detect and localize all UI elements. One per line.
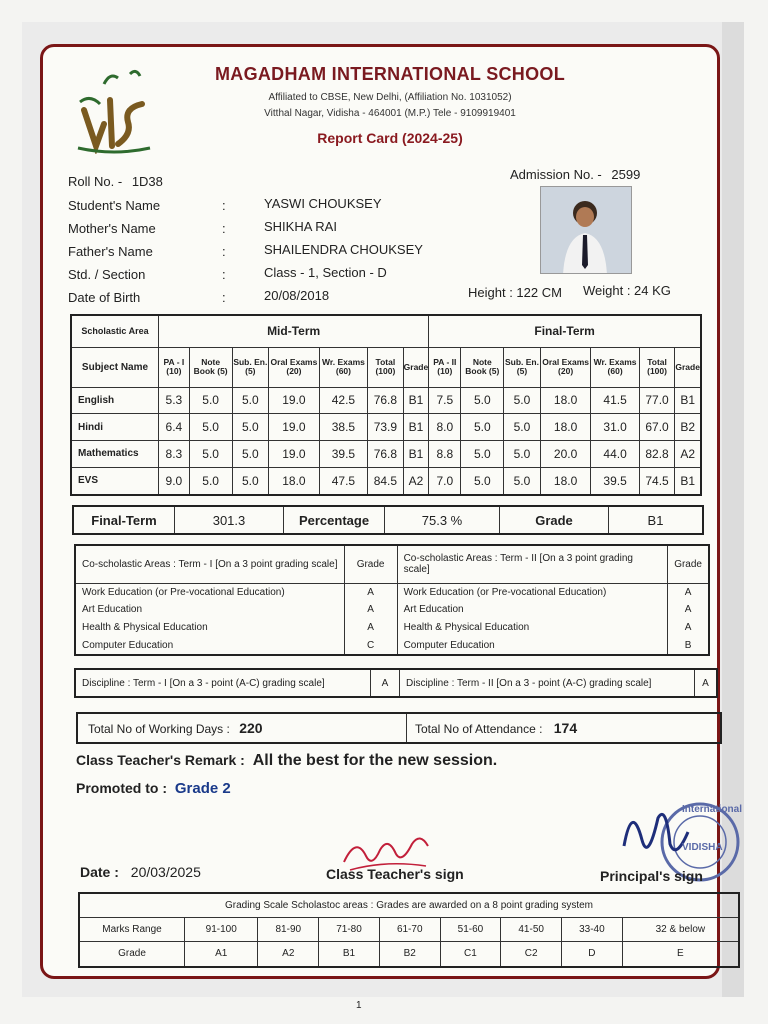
roll-value: 1D38 (131, 174, 163, 189)
area-name: Computer Education (75, 636, 344, 655)
grading-scale-table (78, 892, 740, 968)
mark-cell: 5.0 (504, 414, 541, 441)
mark-cell: 67.0 (639, 414, 675, 441)
discipline-term1-grade: A (371, 669, 400, 697)
mark-cell: 18.0 (540, 387, 591, 414)
range-cell: 91-100 (185, 917, 258, 941)
mark-cell: 39.5 (591, 467, 639, 495)
area-name: Work Education (or Pre-vocational Education) (75, 583, 344, 601)
affiliation-text: Affiliated to CBSE, New Delhi, (Affiliation No. 1031052) (268, 92, 512, 103)
mark-cell: 18.0 (269, 467, 320, 495)
term1-header: Co-scholastic Areas : Term - I [On a 3 point grading scale] (75, 545, 344, 583)
mother-name-row (68, 221, 156, 236)
admission-number (510, 167, 640, 182)
area-name: Art Education (75, 601, 344, 618)
scale-grade-cell: A1 (185, 941, 258, 967)
promoted-value: Grade 2 (174, 780, 231, 797)
student-photo (540, 186, 632, 274)
roll-number (68, 174, 163, 189)
mark-cell: 5.0 (189, 414, 232, 441)
school-logo-icon (70, 64, 156, 154)
school-name: MAGADHAM INTERNATIONAL SCHOOL (214, 64, 565, 84)
col-header: Wr. Exams (60) (319, 347, 367, 387)
col-header: Total (100) (368, 347, 404, 387)
mark-cell: 74.5 (639, 467, 675, 495)
grade-cell: A2 (403, 467, 429, 495)
attendance-row (77, 713, 721, 743)
grade-cell: B1 (675, 467, 701, 495)
grade-header: Grade (668, 545, 709, 583)
father-name-value: SHAILENDRA CHOUKSEY (264, 242, 423, 257)
col-header: Oral Exams (20) (269, 347, 320, 387)
area-grade: A (344, 619, 397, 636)
weight-text: Weight : 24 KG (583, 283, 671, 298)
teacher-remark-label: Class Teacher's Remark : (76, 752, 245, 768)
attendance-table (76, 712, 722, 744)
info-colon: : (222, 198, 226, 213)
col-header: Grade (675, 347, 701, 387)
teacher-remark (76, 752, 497, 770)
mark-cell: 5.0 (504, 387, 541, 414)
mark-cell: 6.4 (159, 414, 190, 441)
range-cell: 32 & below (622, 917, 739, 941)
grade-header: Grade (344, 545, 397, 583)
discipline-term2-grade: A (695, 669, 718, 697)
date-block (80, 864, 201, 880)
report-card-title: Report Card (2024-25) (317, 130, 463, 146)
mother-name-value: SHIKHA RAI (264, 219, 337, 234)
col-header: PA - II (10) (429, 347, 461, 387)
mark-cell: 41.5 (591, 387, 639, 414)
grading-title: Grading Scale Scholastoc areas : Grades are awarded on a 8 point grading system (79, 893, 739, 917)
date-label: Date : (80, 864, 119, 880)
mark-cell: 19.0 (269, 387, 320, 414)
mark-cell: 44.0 (591, 441, 639, 468)
principal-sign-label: Principal's sign (600, 868, 703, 884)
percentage-value: 75.3 % (385, 506, 500, 534)
info-label: Father's Name (68, 244, 153, 259)
section-value: Class - 1, Section - D (264, 265, 387, 280)
range-cell: 41-50 (501, 917, 562, 941)
height-text: Height : 122 CM (468, 285, 562, 300)
admission-value: 2599 (611, 167, 641, 182)
col-header: Wr. Exams (60) (591, 347, 639, 387)
final-term-header: Final-Term (429, 315, 701, 347)
final-term-label: Final-Term (73, 506, 175, 534)
working-days-label: Total No of Working Days : (88, 722, 230, 736)
mark-cell: 5.0 (461, 441, 504, 468)
mark-cell: 8.0 (429, 414, 461, 441)
subject-name: English (71, 387, 159, 414)
date-value: 20/03/2025 (130, 864, 201, 880)
mark-cell: 18.0 (540, 414, 591, 441)
mark-cell: 5.3 (159, 387, 190, 414)
area-name: Work Education (or Pre-vocational Education) (397, 583, 668, 601)
teacher-remark-value: All the best for the new session. (252, 752, 498, 769)
attendance-cell (407, 713, 722, 743)
mark-cell: 19.0 (269, 441, 320, 468)
stamp-top-text: International (682, 804, 743, 815)
coscholastic-row (75, 636, 709, 655)
mark-cell: 5.0 (232, 387, 269, 414)
attendance-label: Total No of Attendance : (415, 722, 543, 736)
promoted-to (76, 780, 231, 797)
student-name-row (68, 198, 160, 213)
mark-cell: 82.8 (639, 441, 675, 468)
grade-label: Grade (500, 506, 609, 534)
discipline-table (74, 668, 718, 698)
discipline-term2-label: Discipline : Term - II [On a 3 - point (A-C) grading scale] (400, 669, 695, 697)
area-grade: A (344, 601, 397, 618)
range-cell: 81-90 (258, 917, 319, 941)
mark-cell: 73.9 (368, 414, 404, 441)
scale-grade-cell: D (562, 941, 623, 967)
summary-row (73, 506, 703, 534)
mark-cell: 42.5 (319, 387, 367, 414)
mid-term-header: Mid-Term (159, 315, 429, 347)
area-grade: A (668, 583, 709, 601)
discipline-row (75, 669, 717, 697)
range-cell: 33-40 (562, 917, 623, 941)
col-header: Total (100) (639, 347, 675, 387)
discipline-term1-label: Discipline : Term - I [On a 3 - point (A-C) grading scale] (75, 669, 371, 697)
mark-cell: 84.5 (368, 467, 404, 495)
coscholastic-header-row (75, 545, 709, 583)
student-name-value: YASWI CHOUKSEY (264, 196, 382, 211)
grade-cell: B2 (675, 414, 701, 441)
address-text: Vitthal Nagar, Vidisha - 464001 (M.P.) Tele - 9109919401 (264, 108, 516, 119)
info-label: Mother's Name (68, 221, 156, 236)
coscholastic-row (75, 619, 709, 636)
subject-name: Mathematics (71, 441, 159, 468)
term2-header: Co-scholastic Areas : Term - II [On a 3 point grading scale] (397, 545, 668, 583)
grade-row-label: Grade (79, 941, 185, 967)
grade-cell: B1 (403, 387, 429, 414)
area-grade: A (344, 583, 397, 601)
marks-column-header-row (71, 347, 701, 387)
col-header: Note Book (5) (189, 347, 232, 387)
page-number: 1 (356, 1000, 362, 1011)
mark-cell: 39.5 (319, 441, 367, 468)
mark-cell: 7.5 (429, 387, 461, 414)
mark-cell: 47.5 (319, 467, 367, 495)
col-header: Note Book (5) (461, 347, 504, 387)
mark-cell: 77.0 (639, 387, 675, 414)
coscholastic-table (74, 544, 710, 656)
mark-cell: 5.0 (504, 441, 541, 468)
col-header: Oral Exams (20) (540, 347, 591, 387)
scale-grade-cell: B1 (319, 941, 380, 967)
grade-value: B1 (609, 506, 704, 534)
range-cell: 71-80 (319, 917, 380, 941)
mark-cell: 19.0 (269, 414, 320, 441)
mark-cell: 5.0 (232, 467, 269, 495)
stamp-mid-text: VIDISHA (682, 842, 723, 853)
coscholastic-row (75, 601, 709, 618)
mark-cell: 31.0 (591, 414, 639, 441)
mark-cell: 9.0 (159, 467, 190, 495)
col-header: Sub. En. (5) (504, 347, 541, 387)
scholastic-area-header: Scholastic Area (71, 315, 159, 347)
area-grade: A (668, 619, 709, 636)
scale-grade-cell: C1 (440, 941, 501, 967)
working-days-value: 220 (239, 720, 263, 736)
mark-cell: 5.0 (189, 441, 232, 468)
marks-range-row (79, 917, 739, 941)
dob-value: 20/08/2018 (264, 288, 330, 303)
mark-cell: 5.0 (232, 441, 269, 468)
subject-name: Hindi (71, 414, 159, 441)
range-cell: 51-60 (440, 917, 501, 941)
final-term-value: 301.3 (175, 506, 284, 534)
mark-cell: 5.0 (461, 387, 504, 414)
scale-grade-cell: A2 (258, 941, 319, 967)
mark-cell: 38.5 (319, 414, 367, 441)
area-name: Health & Physical Education (397, 619, 668, 636)
grade-cell: A2 (675, 441, 701, 468)
mark-cell: 5.0 (189, 387, 232, 414)
summary-table (72, 505, 704, 535)
section-row (68, 267, 145, 282)
grade-cell: B1 (675, 387, 701, 414)
student-photo-icon (541, 187, 632, 274)
marks-row-english (71, 387, 701, 414)
subject-name: EVS (71, 467, 159, 495)
info-colon: : (222, 244, 226, 259)
area-grade: B (668, 636, 709, 655)
scale-grade-cell: B2 (379, 941, 440, 967)
mark-cell: 76.8 (368, 387, 404, 414)
col-header: Grade (403, 347, 429, 387)
marks-row-mathematics (71, 441, 701, 468)
scale-grade-cell: E (622, 941, 739, 967)
dob-row (68, 290, 140, 305)
mark-cell: 5.0 (504, 467, 541, 495)
mark-cell: 5.0 (189, 467, 232, 495)
area-name: Health & Physical Education (75, 619, 344, 636)
col-header: Sub. En. (5) (232, 347, 269, 387)
grade-cell: B1 (403, 441, 429, 468)
mark-cell: 5.0 (461, 467, 504, 495)
area-grade: A (668, 601, 709, 618)
roll-label: Roll No. - (68, 174, 123, 189)
mark-cell: 5.0 (232, 414, 269, 441)
working-days-cell (77, 713, 407, 743)
marks-row-hindi (71, 414, 701, 441)
mark-cell: 8.3 (159, 441, 190, 468)
info-label: Std. / Section (68, 267, 146, 282)
father-name-row (68, 244, 153, 259)
grade-row (79, 941, 739, 967)
area-name: Computer Education (397, 636, 668, 655)
coscholastic-row (75, 583, 709, 601)
mark-cell: 20.0 (540, 441, 591, 468)
scale-grade-cell: C2 (501, 941, 562, 967)
info-label: Date of Birth (68, 290, 141, 305)
mark-cell: 7.0 (429, 467, 461, 495)
mark-cell: 18.0 (540, 467, 591, 495)
mark-cell: 8.8 (429, 441, 461, 468)
col-header: PA - I (10) (159, 347, 190, 387)
mark-cell: 76.8 (368, 441, 404, 468)
marks-term-header-row (71, 315, 701, 347)
promoted-label: Promoted to : (76, 780, 167, 796)
grading-title-row (79, 893, 739, 917)
attendance-value: 174 (553, 720, 578, 736)
admission-label: Admission No. - (510, 167, 602, 182)
info-label: Student's Name (68, 198, 161, 213)
info-colon: : (222, 290, 226, 305)
info-colon: : (222, 267, 226, 282)
class-teacher-sign-label: Class Teacher's sign (326, 866, 464, 882)
range-cell: 61-70 (379, 917, 440, 941)
marks-table (70, 314, 702, 496)
area-name: Art Education (397, 601, 668, 618)
mark-cell: 5.0 (461, 414, 504, 441)
marks-row-evs (71, 467, 701, 495)
subject-name-header: Subject Name (71, 347, 159, 387)
marks-range-label: Marks Range (79, 917, 185, 941)
area-grade: C (344, 636, 397, 655)
percentage-label: Percentage (284, 506, 385, 534)
info-colon: : (222, 221, 226, 236)
grade-cell: B1 (403, 414, 429, 441)
